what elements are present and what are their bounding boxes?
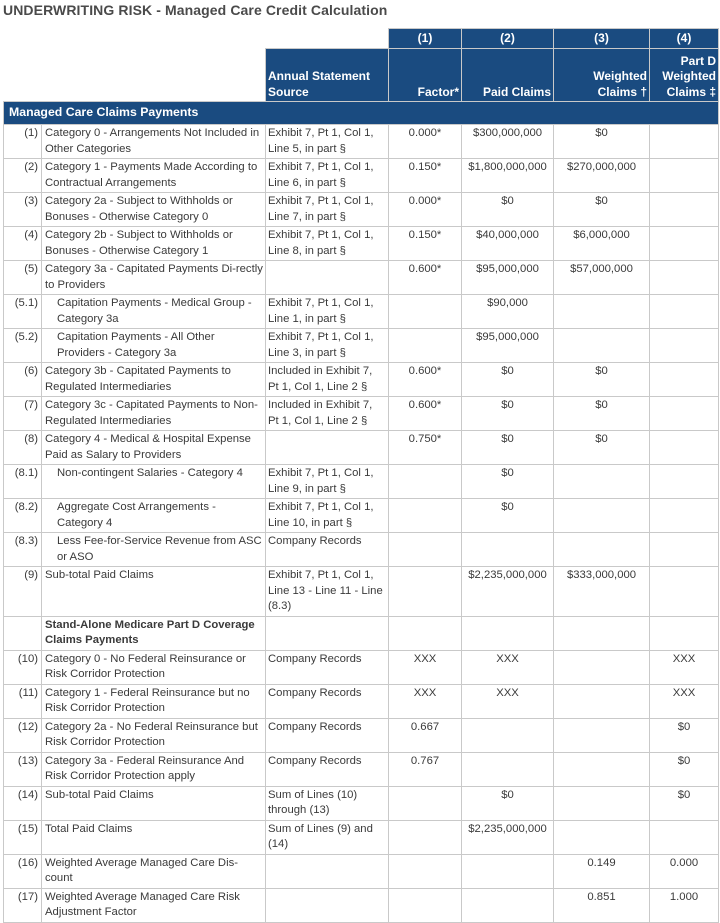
statement-source: Exhibit 7, Pt 1, Col 1, Line 7, in part §: [266, 193, 389, 227]
table-row: [4, 193, 719, 227]
table-row: [4, 888, 719, 922]
partd-weighted-value: XXX: [650, 684, 719, 718]
page-title: UNDERWRITING RISK - Managed Care Credit Calculation: [3, 2, 388, 18]
line-number: (13): [4, 752, 42, 786]
line-description: Capitation Payments - Medical Group - Category 3a: [42, 295, 266, 329]
managed-care-credit-table: [3, 28, 719, 923]
line-description: Total Paid Claims: [42, 820, 266, 854]
factor-value: 0.000*: [389, 125, 462, 159]
weighted-claims-value: $0: [554, 363, 650, 397]
line-number: (14): [4, 786, 42, 820]
weighted-claims-value: [554, 533, 650, 567]
line-description: Weighted Average Managed Care Dis-count: [42, 854, 266, 888]
statement-source: Company Records: [266, 684, 389, 718]
partd-weighted-value: [650, 295, 719, 329]
line-number: [4, 616, 42, 650]
line-description: Stand-Alone Medicare Part D Coverage Claims Payments: [42, 616, 266, 650]
table-row: [4, 159, 719, 193]
table-row: [4, 786, 719, 820]
table-row: [4, 854, 719, 888]
table-row: [4, 261, 719, 295]
weighted-claims-value: [554, 820, 650, 854]
table-row: [4, 533, 719, 567]
table-row: [4, 820, 719, 854]
partd-weighted-value: 0.000: [650, 854, 719, 888]
partd-weighted-value: [650, 227, 719, 261]
weighted-claims-value: $0: [554, 397, 650, 431]
paid-claims-value: $0: [462, 499, 554, 533]
weighted-claims-value: [554, 295, 650, 329]
header-factor: Factor*: [389, 49, 462, 102]
paid-claims-value: XXX: [462, 684, 554, 718]
statement-source: [266, 261, 389, 295]
paid-claims-value: [462, 854, 554, 888]
header-spacer-2: [4, 49, 266, 102]
factor-value: 0.150*: [389, 227, 462, 261]
line-description: Category 2a - No Federal Reinsurance but Risk Corridor Protection: [42, 718, 266, 752]
partd-weighted-value: [650, 431, 719, 465]
section-header-managed-care: [4, 102, 719, 125]
partd-weighted-value: $0: [650, 786, 719, 820]
statement-source: Company Records: [266, 533, 389, 567]
statement-source: Sum of Lines (10) through (13): [266, 786, 389, 820]
header-annual-statement-source: Annual Statement Source: [266, 49, 389, 102]
statement-source: [266, 431, 389, 465]
table-row: [4, 363, 719, 397]
factor-value: 0.150*: [389, 159, 462, 193]
weighted-claims-value: 0.851: [554, 888, 650, 922]
table-row: [4, 125, 719, 159]
table-row: [4, 397, 719, 431]
weighted-claims-value: [554, 616, 650, 650]
table-row: [4, 431, 719, 465]
paid-claims-value: [462, 888, 554, 922]
line-description: Category 0 - No Federal Reinsurance or Risk Corridor Protection: [42, 650, 266, 684]
partd-weighted-value: [650, 499, 719, 533]
weighted-claims-value: $333,000,000: [554, 567, 650, 617]
weighted-claims-value: [554, 650, 650, 684]
paid-claims-value: $0: [462, 397, 554, 431]
line-description: Sub-total Paid Claims: [42, 567, 266, 617]
line-number: (11): [4, 684, 42, 718]
line-number: (8.2): [4, 499, 42, 533]
statement-source: Exhibit 7, Pt 1, Col 1, Line 8, in part §: [266, 227, 389, 261]
statement-source: Exhibit 7, Pt 1, Col 1, Line 9, in part §: [266, 465, 389, 499]
partd-weighted-value: [650, 533, 719, 567]
factor-value: 0.767: [389, 752, 462, 786]
partd-weighted-value: [650, 125, 719, 159]
line-number: (5.2): [4, 329, 42, 363]
line-number: (10): [4, 650, 42, 684]
line-number: (17): [4, 888, 42, 922]
factor-value: [389, 533, 462, 567]
line-description: Capitation Payments - All Other Providers - Category 3a: [42, 329, 266, 363]
paid-claims-value: XXX: [462, 650, 554, 684]
line-number: (8.1): [4, 465, 42, 499]
factor-value: 0.600*: [389, 261, 462, 295]
paid-claims-value: $95,000,000: [462, 329, 554, 363]
line-number: (1): [4, 125, 42, 159]
column-number-row: [4, 29, 719, 49]
line-description: Less Fee-for-Service Revenue from ASC or ASO: [42, 533, 266, 567]
header-partd-weighted-claims: Part D Weighted Claims ‡: [650, 49, 719, 102]
factor-value: [389, 888, 462, 922]
line-number: (8.3): [4, 533, 42, 567]
header-weighted-claims: Weighted Claims †: [554, 49, 650, 102]
line-number: (5.1): [4, 295, 42, 329]
line-number: (8): [4, 431, 42, 465]
line-number: (9): [4, 567, 42, 617]
line-number: (2): [4, 159, 42, 193]
factor-value: [389, 786, 462, 820]
statement-source: [266, 888, 389, 922]
weighted-claims-value: [554, 499, 650, 533]
factor-value: [389, 567, 462, 617]
partd-weighted-value: 1.000: [650, 888, 719, 922]
line-description: Category 3c - Capitated Payments to Non-Regulated Intermediaries: [42, 397, 266, 431]
line-description: Weighted Average Managed Care Risk Adjustment Factor: [42, 888, 266, 922]
paid-claims-value: [462, 752, 554, 786]
table-row: [4, 684, 719, 718]
factor-value: [389, 499, 462, 533]
section-title: Managed Care Claims Payments: [4, 102, 719, 125]
paid-claims-value: $2,235,000,000: [462, 567, 554, 617]
table-row: [4, 650, 719, 684]
partd-weighted-value: XXX: [650, 650, 719, 684]
factor-value: [389, 820, 462, 854]
partd-weighted-value: [650, 363, 719, 397]
partd-weighted-value: [650, 820, 719, 854]
line-description: Category 2b - Subject to Withholds or Bonuses - Otherwise Category 1: [42, 227, 266, 261]
partd-weighted-value: [650, 329, 719, 363]
factor-value: XXX: [389, 650, 462, 684]
factor-value: 0.000*: [389, 193, 462, 227]
column-header-row: [4, 49, 719, 102]
paid-claims-value: $2,235,000,000: [462, 820, 554, 854]
table-row: [4, 227, 719, 261]
weighted-claims-value: [554, 786, 650, 820]
statement-source: Included in Exhibit 7, Pt 1, Col 1, Line 2 §: [266, 397, 389, 431]
weighted-claims-value: $0: [554, 125, 650, 159]
statement-source: Company Records: [266, 718, 389, 752]
statement-source: Exhibit 7, Pt 1, Col 1, Line 5, in part §: [266, 125, 389, 159]
line-description: Category 1 - Federal Reinsurance but no Risk Corridor Protection: [42, 684, 266, 718]
weighted-claims-value: [554, 752, 650, 786]
factor-value: 0.600*: [389, 363, 462, 397]
statement-source: Exhibit 7, Pt 1, Col 1, Line 6, in part §: [266, 159, 389, 193]
paid-claims-value: [462, 616, 554, 650]
line-number: (4): [4, 227, 42, 261]
table-row: [4, 752, 719, 786]
partd-weighted-value: [650, 616, 719, 650]
partd-weighted-value: $0: [650, 752, 719, 786]
line-description: Category 2a - Subject to Withholds or Bonuses - Otherwise Category 0: [42, 193, 266, 227]
statement-source: [266, 616, 389, 650]
paid-claims-value: $95,000,000: [462, 261, 554, 295]
partd-weighted-value: [650, 465, 719, 499]
paid-claims-value: [462, 718, 554, 752]
header-paid-claims: Paid Claims: [462, 49, 554, 102]
paid-claims-value: $0: [462, 193, 554, 227]
line-number: (16): [4, 854, 42, 888]
factor-value: XXX: [389, 684, 462, 718]
statement-source: Exhibit 7, Pt 1, Col 1, Line 10, in part §: [266, 499, 389, 533]
line-description: Category 1 - Payments Made According to Contractual Arrangements: [42, 159, 266, 193]
factor-value: [389, 616, 462, 650]
weighted-claims-value: $0: [554, 193, 650, 227]
partd-weighted-value: [650, 397, 719, 431]
factor-value: [389, 854, 462, 888]
paid-claims-value: $0: [462, 786, 554, 820]
line-number: (12): [4, 718, 42, 752]
weighted-claims-value: [554, 718, 650, 752]
paid-claims-value: $90,000: [462, 295, 554, 329]
table-row: [4, 718, 719, 752]
partd-weighted-value: $0: [650, 718, 719, 752]
paid-claims-value: [462, 533, 554, 567]
paid-claims-value: $0: [462, 363, 554, 397]
line-description: Aggregate Cost Arrangements - Category 4: [42, 499, 266, 533]
line-number: (3): [4, 193, 42, 227]
table-row: [4, 567, 719, 617]
weighted-claims-value: $270,000,000: [554, 159, 650, 193]
line-description: Non-contingent Salaries - Category 4: [42, 465, 266, 499]
col-number-3: (3): [554, 29, 650, 49]
table-row: [4, 329, 719, 363]
partd-weighted-value: [650, 567, 719, 617]
factor-value: [389, 295, 462, 329]
table-row: [4, 295, 719, 329]
statement-source: Company Records: [266, 752, 389, 786]
partd-weighted-value: [650, 159, 719, 193]
line-number: (15): [4, 820, 42, 854]
line-description: Category 3b - Capitated Payments to Regulated Intermediaries: [42, 363, 266, 397]
factor-value: 0.600*: [389, 397, 462, 431]
statement-source: [266, 854, 389, 888]
weighted-claims-value: [554, 329, 650, 363]
statement-source: Exhibit 7, Pt 1, Col 1, Line 1, in part §: [266, 295, 389, 329]
col-number-2: (2): [462, 29, 554, 49]
table-row: [4, 499, 719, 533]
line-number: (7): [4, 397, 42, 431]
line-description: Category 0 - Arrangements Not Included in Other Categories: [42, 125, 266, 159]
line-description: Category 3a - Federal Reinsurance And Risk Corridor Protection apply: [42, 752, 266, 786]
weighted-claims-value: [554, 465, 650, 499]
statement-source: Exhibit 7, Pt 1, Col 1, Line 3, in part §: [266, 329, 389, 363]
statement-source: Exhibit 7, Pt 1, Col 1, Line 13 - Line 11 - Line (8.3): [266, 567, 389, 617]
table-row: [4, 465, 719, 499]
factor-value: [389, 465, 462, 499]
statement-source: Sum of Lines (9) and (14): [266, 820, 389, 854]
line-description: Sub-total Paid Claims: [42, 786, 266, 820]
paid-claims-value: $40,000,000: [462, 227, 554, 261]
factor-value: [389, 329, 462, 363]
header-spacer: [4, 29, 389, 49]
weighted-claims-value: $6,000,000: [554, 227, 650, 261]
col-number-4: (4): [650, 29, 719, 49]
paid-claims-value: $0: [462, 465, 554, 499]
weighted-claims-value: [554, 684, 650, 718]
col-number-1: (1): [389, 29, 462, 49]
line-number: (6): [4, 363, 42, 397]
weighted-claims-value: $57,000,000: [554, 261, 650, 295]
weighted-claims-value: 0.149: [554, 854, 650, 888]
weighted-claims-value: $0: [554, 431, 650, 465]
factor-value: 0.750*: [389, 431, 462, 465]
factor-value: 0.667: [389, 718, 462, 752]
paid-claims-value: $300,000,000: [462, 125, 554, 159]
statement-source: Company Records: [266, 650, 389, 684]
paid-claims-value: $1,800,000,000: [462, 159, 554, 193]
paid-claims-value: $0: [462, 431, 554, 465]
statement-source: Included in Exhibit 7, Pt 1, Col 1, Line 2 §: [266, 363, 389, 397]
partd-weighted-value: [650, 193, 719, 227]
line-description: Category 3a - Capitated Payments Di-rectly to Providers: [42, 261, 266, 295]
line-number: (5): [4, 261, 42, 295]
table-row: [4, 616, 719, 650]
line-description: Category 4 - Medical & Hospital Expense Paid as Salary to Providers: [42, 431, 266, 465]
partd-weighted-value: [650, 261, 719, 295]
